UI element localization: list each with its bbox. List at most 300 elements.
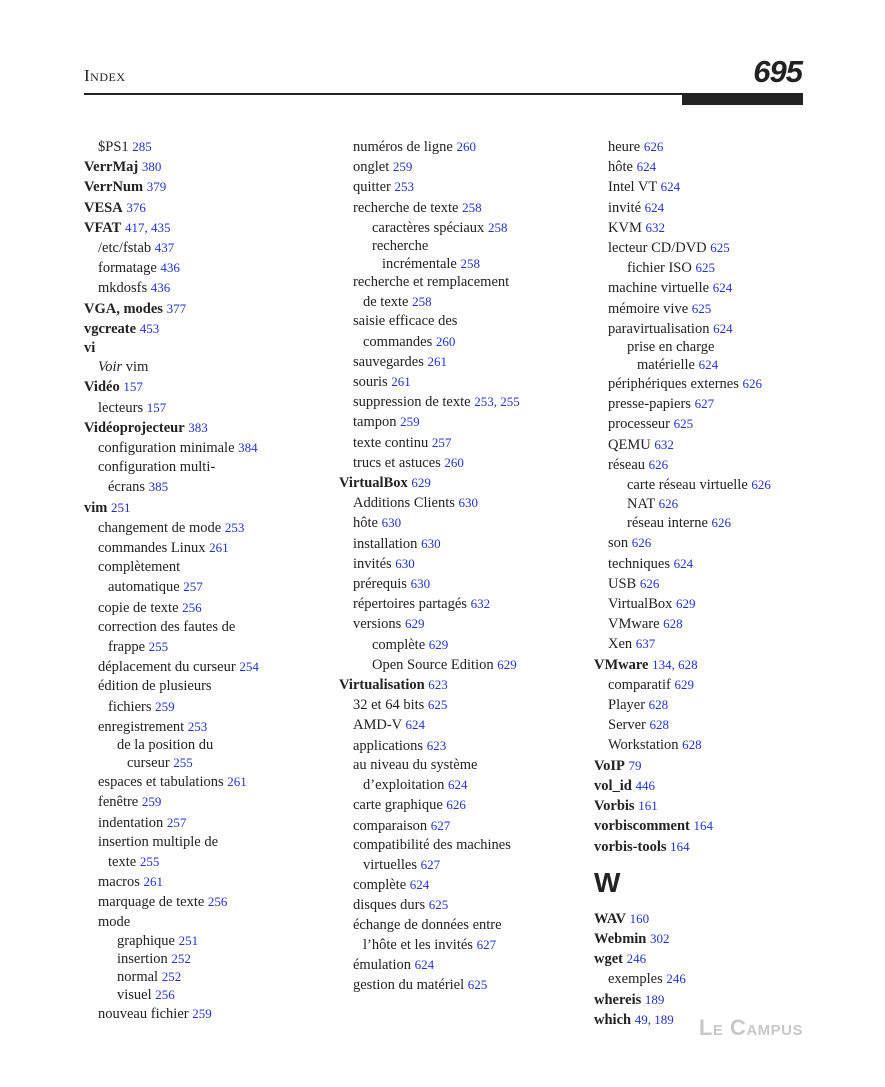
index-term: VerrMaj: [84, 159, 139, 176]
page-reference[interactable]: 260: [444, 454, 464, 470]
page-reference[interactable]: 259: [400, 414, 420, 430]
index-entry: [84, 577, 324, 597]
index-entry: [594, 756, 809, 776]
index-term: émulation: [353, 956, 411, 973]
index-term: installation: [353, 535, 418, 552]
page-reference[interactable]: 624: [660, 179, 681, 195]
page-reference[interactable]: 629: [674, 676, 694, 692]
page-reference[interactable]: 189: [644, 991, 665, 1007]
page-reference[interactable]: 630: [410, 576, 431, 592]
index-term: visuel: [117, 986, 152, 1003]
index-entry: [594, 990, 809, 1010]
index-term: commandes: [363, 333, 433, 350]
index-entry: [84, 418, 324, 438]
index-entry: [84, 737, 324, 754]
index-entry: [339, 736, 584, 756]
page-reference[interactable]: 629: [676, 596, 696, 612]
index-term: VerrNum: [84, 179, 144, 196]
index-term: fichier ISO: [627, 260, 692, 277]
index-entry: [339, 795, 584, 815]
page-reference[interactable]: 385: [148, 479, 169, 495]
page-reference[interactable]: 627: [420, 856, 441, 872]
page-reference[interactable]: 626: [643, 139, 664, 154]
page-reference[interactable]: 632: [470, 596, 491, 612]
index-term: quitter: [353, 179, 391, 196]
page-reference[interactable]: 259: [141, 794, 162, 810]
page-reference[interactable]: 626: [711, 515, 732, 531]
page-reference[interactable]: 624: [698, 357, 719, 373]
index-entry: [339, 935, 584, 955]
index-term: mémoire vive: [608, 300, 689, 317]
index-term: versions: [353, 616, 402, 633]
page-reference[interactable]: 626: [751, 477, 771, 493]
page-reference[interactable]: 157: [123, 379, 143, 395]
page-reference[interactable]: 254: [239, 659, 259, 675]
page-reference[interactable]: 255: [139, 853, 160, 869]
page-reference[interactable]: 160: [629, 910, 650, 926]
index-entry: [84, 968, 324, 986]
page-reference[interactable]: 256: [207, 894, 228, 910]
index-entry: [84, 339, 324, 358]
index-term: vorbis-tools: [594, 838, 667, 855]
index-term: Xen: [608, 636, 633, 653]
index-entry: [594, 533, 809, 553]
page-reference[interactable]: 453: [139, 320, 160, 336]
index-term: indentation: [98, 814, 164, 831]
index-term: son: [608, 535, 629, 552]
page-reference[interactable]: 376: [126, 199, 146, 215]
index-term: KVM: [608, 219, 642, 236]
page-reference[interactable]: 624: [447, 777, 468, 793]
index-entry: [339, 554, 584, 574]
index-entry: [339, 875, 584, 895]
index-entry: [339, 594, 584, 614]
page-reference[interactable]: 255: [148, 639, 169, 655]
index-term: de la position du: [117, 737, 214, 754]
index-entry: [594, 218, 809, 238]
page-reference[interactable]: 626: [742, 376, 762, 392]
index-entry: [84, 358, 324, 377]
index-entry: [339, 513, 584, 533]
page-reference[interactable]: 637: [635, 636, 656, 652]
index-term: which: [594, 1011, 632, 1028]
page-reference[interactable]: 257: [166, 814, 187, 830]
index-term: incrémentale: [382, 256, 457, 273]
page-reference[interactable]: 253: [187, 718, 208, 734]
index-entry: [84, 258, 324, 278]
index-entry: [594, 655, 809, 675]
index-entry: [594, 374, 809, 394]
index-entry: [84, 377, 324, 397]
page-reference[interactable]: 626: [631, 535, 652, 551]
index-term: presse-papiers: [608, 396, 691, 413]
index-term: Intel VT: [608, 179, 658, 196]
index-term: enregistrement: [98, 718, 185, 735]
index-entry: [84, 754, 324, 772]
index-entry: [594, 909, 809, 929]
index-term: virtuelles: [363, 856, 417, 873]
page-reference[interactable]: 624: [409, 877, 430, 893]
index-term: VGA, modes: [84, 300, 163, 317]
index-entry: [594, 949, 809, 969]
index-entry: [594, 816, 809, 836]
index-term: applications: [353, 737, 424, 754]
index-term: déplacement du curseur: [98, 659, 236, 676]
page-reference[interactable]: 627: [476, 936, 497, 952]
index-entry: [339, 534, 584, 554]
page-reference[interactable]: 626: [648, 456, 669, 472]
index-entry: [594, 495, 809, 513]
page-reference[interactable]: 625: [691, 300, 712, 316]
index-term: lecteurs: [98, 399, 144, 416]
index-term: USB: [608, 575, 637, 592]
index-entry: [594, 258, 809, 278]
index-term: invité: [608, 199, 642, 216]
page-reference[interactable]: 164: [670, 838, 690, 854]
page-reference[interactable]: 628: [649, 717, 669, 733]
index-entry: [594, 634, 809, 654]
index-entry: [84, 299, 324, 319]
index-entry: [339, 218, 584, 238]
page-reference[interactable]: 625: [427, 697, 448, 713]
page-reference[interactable]: 377: [166, 300, 187, 316]
index-entry: [339, 292, 584, 312]
page-reference[interactable]: 626: [639, 575, 660, 591]
page-reference[interactable]: 629: [404, 616, 425, 632]
index-term: d’exploitation: [363, 777, 445, 794]
index-column-1: [84, 137, 324, 1024]
index-entry: [594, 475, 809, 495]
page-reference[interactable]: 625: [695, 260, 715, 276]
page-reference[interactable]: 251: [178, 932, 199, 948]
index-term: réseau interne: [627, 515, 708, 532]
index-entry: [594, 177, 809, 197]
page-reference[interactable]: 436: [160, 260, 180, 276]
index-term: mkdosfs: [98, 280, 148, 297]
index-entry: [594, 594, 809, 614]
index-entry: [84, 238, 324, 258]
page-reference[interactable]: 629: [428, 636, 449, 652]
page-reference[interactable]: 624: [713, 320, 733, 336]
index-entry: [594, 614, 809, 634]
page-reference[interactable]: 49, 189: [634, 1011, 674, 1027]
page-reference[interactable]: 632: [645, 219, 665, 235]
index-term: correction des fautes de: [98, 618, 236, 635]
index-entry: [84, 813, 324, 833]
index-term: caractères spéciaux: [372, 219, 485, 236]
index-entry: [84, 913, 324, 932]
index-entry: [84, 677, 324, 696]
index-term: processeur: [608, 416, 671, 433]
index-term: complète: [372, 636, 426, 653]
index-entry: [84, 1004, 324, 1024]
page-reference[interactable]: 261: [391, 374, 411, 390]
index-entry: [339, 775, 584, 795]
index-term: disques durs: [353, 897, 426, 914]
page-reference[interactable]: 625: [710, 240, 730, 256]
page-reference[interactable]: 258: [412, 294, 432, 310]
page-reference[interactable]: 259: [392, 159, 413, 175]
index-entry: [84, 477, 324, 497]
index-term: Additions Clients: [353, 495, 455, 512]
index-entry: [339, 756, 584, 775]
page-reference[interactable]: 252: [171, 950, 191, 966]
index-entry: [594, 554, 809, 574]
index-entry: [339, 916, 584, 935]
index-term: recherche et remplacement: [353, 274, 510, 291]
index-entry: [339, 574, 584, 594]
index-entry: [339, 836, 584, 855]
page-reference[interactable]: 446: [635, 777, 655, 793]
index-term: vim: [125, 359, 149, 376]
index-term: lecteur CD/DVD: [608, 240, 707, 257]
index-entry: [84, 986, 324, 1004]
index-entry: [594, 299, 809, 319]
index-entry: [594, 394, 809, 414]
index-term: techniques: [608, 555, 671, 572]
page-reference[interactable]: 630: [421, 535, 441, 551]
page-reference[interactable]: 629: [497, 656, 517, 672]
page-reference[interactable]: 252: [161, 968, 182, 984]
index-entry: [594, 339, 809, 356]
index-term: recherche de texte: [353, 199, 459, 216]
page-reference[interactable]: 257: [431, 434, 452, 450]
index-term: 32 et 64 bits: [353, 697, 425, 714]
page-reference[interactable]: 379: [146, 179, 167, 195]
page-reference[interactable]: 626: [446, 797, 466, 813]
page-reference[interactable]: 624: [636, 159, 657, 175]
index-entry: [594, 137, 809, 157]
index-term: Vorbis: [594, 798, 635, 815]
page-reference[interactable]: 624: [712, 280, 733, 296]
page-reference[interactable]: 623: [428, 677, 448, 693]
page-reference[interactable]: 261: [143, 874, 163, 890]
page-reference[interactable]: 625: [467, 977, 488, 993]
index-term: Vidéoprojecteur: [84, 419, 185, 436]
index-entry: [594, 435, 809, 455]
index-entry: [84, 157, 324, 177]
page-reference[interactable]: 384: [238, 440, 258, 456]
page-reference[interactable]: 628: [648, 697, 669, 713]
index-entry: [594, 776, 809, 796]
index-entry: [339, 238, 584, 255]
page-reference[interactable]: 253: [394, 179, 414, 195]
page-reference[interactable]: 258: [460, 256, 480, 272]
index-term: whereis: [594, 991, 642, 1008]
index-term: complètement: [98, 559, 181, 576]
index-entry: [594, 319, 809, 339]
page-reference[interactable]: 630: [458, 495, 479, 511]
page-reference[interactable]: 261: [227, 774, 247, 790]
index-term: Player: [608, 697, 646, 714]
index-term: texte: [108, 853, 137, 870]
page-reference[interactable]: 257: [183, 579, 203, 595]
index-term: Server: [608, 717, 646, 734]
page-reference[interactable]: 624: [673, 555, 694, 571]
index-entry: [84, 792, 324, 812]
index-entry: [594, 675, 809, 695]
index-entry: [84, 518, 324, 538]
page-reference[interactable]: 246: [626, 951, 647, 967]
page-reference[interactable]: 161: [638, 798, 658, 814]
page-reference[interactable]: 417, 435: [124, 219, 171, 235]
index-term: frappe: [108, 639, 146, 656]
index-entry: [339, 715, 584, 735]
page-reference[interactable]: 246: [666, 971, 686, 987]
index-entry: [594, 278, 809, 298]
index-entry: [84, 717, 324, 737]
index-entry: [84, 438, 324, 458]
index-entry: [339, 635, 584, 655]
see-reference: Voir: [98, 359, 123, 376]
page-reference[interactable]: 253: [224, 519, 245, 535]
index-entry: [339, 614, 584, 634]
index-entry: [84, 697, 324, 717]
index-term: automatique: [108, 579, 180, 596]
index-term: fenêtre: [98, 794, 139, 811]
index-term: répertoires partagés: [353, 596, 467, 613]
index-term: commandes Linux: [98, 540, 206, 557]
index-entry: [339, 352, 584, 372]
index-term: nouveau fichier: [98, 1005, 189, 1022]
index-term: l’hôte et les invités: [363, 936, 473, 953]
index-entry: [339, 655, 584, 675]
index-term: périphériques externes: [608, 376, 739, 393]
index-entry: [84, 772, 324, 792]
page-reference[interactable]: 251: [110, 499, 131, 515]
index-entry: [339, 675, 584, 695]
index-entry: [84, 137, 324, 157]
index-term: matérielle: [637, 357, 695, 374]
index-term: vi: [84, 340, 96, 357]
index-entry: [339, 392, 584, 412]
index-term: paravirtualisation: [608, 320, 710, 337]
page-reference[interactable]: 256: [182, 599, 202, 615]
page-reference[interactable]: 626: [658, 496, 679, 512]
page-reference[interactable]: 260: [435, 333, 456, 349]
index-entry: [84, 618, 324, 637]
index-term: vorbiscomment: [594, 818, 690, 835]
index-term: invités: [353, 555, 392, 572]
page-reference[interactable]: 629: [411, 475, 431, 491]
index-term: AMD-V: [353, 717, 402, 734]
index-entry: [84, 319, 324, 339]
index-entry: [339, 433, 584, 453]
page-reference[interactable]: 302: [650, 930, 670, 946]
page-reference[interactable]: 79: [628, 757, 642, 773]
page-reference[interactable]: 628: [682, 737, 702, 753]
page-reference[interactable]: 383: [188, 419, 208, 435]
page-reference[interactable]: 134, 628: [652, 656, 698, 672]
page-reference[interactable]: 380: [141, 159, 162, 175]
index-entry: [84, 932, 324, 950]
page-reference[interactable]: 164: [693, 818, 713, 834]
page-reference[interactable]: 628: [663, 616, 683, 632]
index-entry: [84, 558, 324, 577]
page-reference[interactable]: 253, 255: [474, 394, 520, 410]
page-reference[interactable]: 261: [427, 353, 447, 369]
index-term: suppression de texte: [353, 394, 471, 411]
index-entry: [339, 695, 584, 715]
index-term: configuration minimale: [98, 440, 235, 457]
index-term: souris: [353, 374, 388, 391]
page-reference[interactable]: 259: [192, 1005, 212, 1021]
index-entry: [594, 796, 809, 816]
index-entry: [339, 493, 584, 513]
index-term: échange de données entre: [353, 916, 502, 933]
index-entry: [339, 955, 584, 975]
index-entry: [84, 852, 324, 872]
index-term: trucs et astuces: [353, 454, 441, 471]
page-reference[interactable]: 157: [146, 399, 167, 415]
index-entry: [594, 513, 809, 533]
index-term: numéros de ligne: [353, 139, 453, 155]
index-term: insertion multiple de: [98, 833, 219, 850]
index-term: complète: [353, 877, 407, 894]
index-term: VESA: [84, 199, 123, 216]
page-reference[interactable]: 255: [173, 755, 193, 771]
page-reference[interactable]: 624: [644, 199, 665, 215]
page-reference[interactable]: 623: [426, 737, 447, 753]
index-entry: [339, 412, 584, 432]
index-entry: [339, 255, 584, 273]
page-reference[interactable]: 625: [673, 416, 694, 432]
header-bar: [682, 94, 803, 105]
index-entry: [594, 455, 809, 475]
page-reference[interactable]: 632: [654, 436, 674, 452]
page-reference[interactable]: 259: [155, 698, 175, 714]
page-reference[interactable]: 260: [456, 139, 476, 154]
index-term: VMware: [594, 656, 649, 673]
page-reference[interactable]: 256: [155, 986, 175, 1002]
index-entry: [594, 735, 809, 755]
index-term: espaces et tabulations: [98, 774, 224, 791]
page-reference[interactable]: 625: [428, 897, 449, 913]
index-entry: [84, 950, 324, 968]
index-term: wget: [594, 951, 623, 968]
page-reference[interactable]: 630: [381, 515, 402, 531]
index-term: VoIP: [594, 757, 625, 774]
page-reference[interactable]: 258: [462, 199, 482, 215]
index-term: machine virtuelle: [608, 280, 710, 297]
index-term: carte réseau virtuelle: [627, 477, 748, 494]
page-reference[interactable]: 627: [430, 817, 451, 833]
page-reference[interactable]: 630: [395, 555, 415, 571]
page-reference[interactable]: 624: [405, 717, 425, 733]
index-term: copie de texte: [98, 599, 179, 616]
index-entry: [339, 137, 584, 157]
index-entry: [339, 453, 584, 473]
index-entry: [339, 177, 584, 197]
index-term: sauvegardes: [353, 353, 424, 370]
index-column-3: [594, 137, 809, 1030]
index-entry: [594, 414, 809, 434]
page-reference[interactable]: 258: [487, 219, 508, 235]
page-reference[interactable]: 437: [154, 240, 175, 256]
index-entry: [84, 833, 324, 852]
index-entry: [594, 715, 809, 735]
index-term: /etc/fstab: [98, 240, 152, 257]
index-term: fichiers: [108, 698, 152, 715]
index-term: exemples: [608, 971, 663, 988]
index-term: Webmin: [594, 930, 647, 947]
page-reference[interactable]: 436: [150, 280, 171, 296]
index-term: recherche: [372, 238, 429, 255]
page-reference[interactable]: 285: [132, 139, 152, 154]
page-reference[interactable]: 627: [694, 396, 715, 412]
page-reference[interactable]: 261: [209, 540, 229, 556]
page-reference[interactable]: 624: [414, 956, 435, 972]
